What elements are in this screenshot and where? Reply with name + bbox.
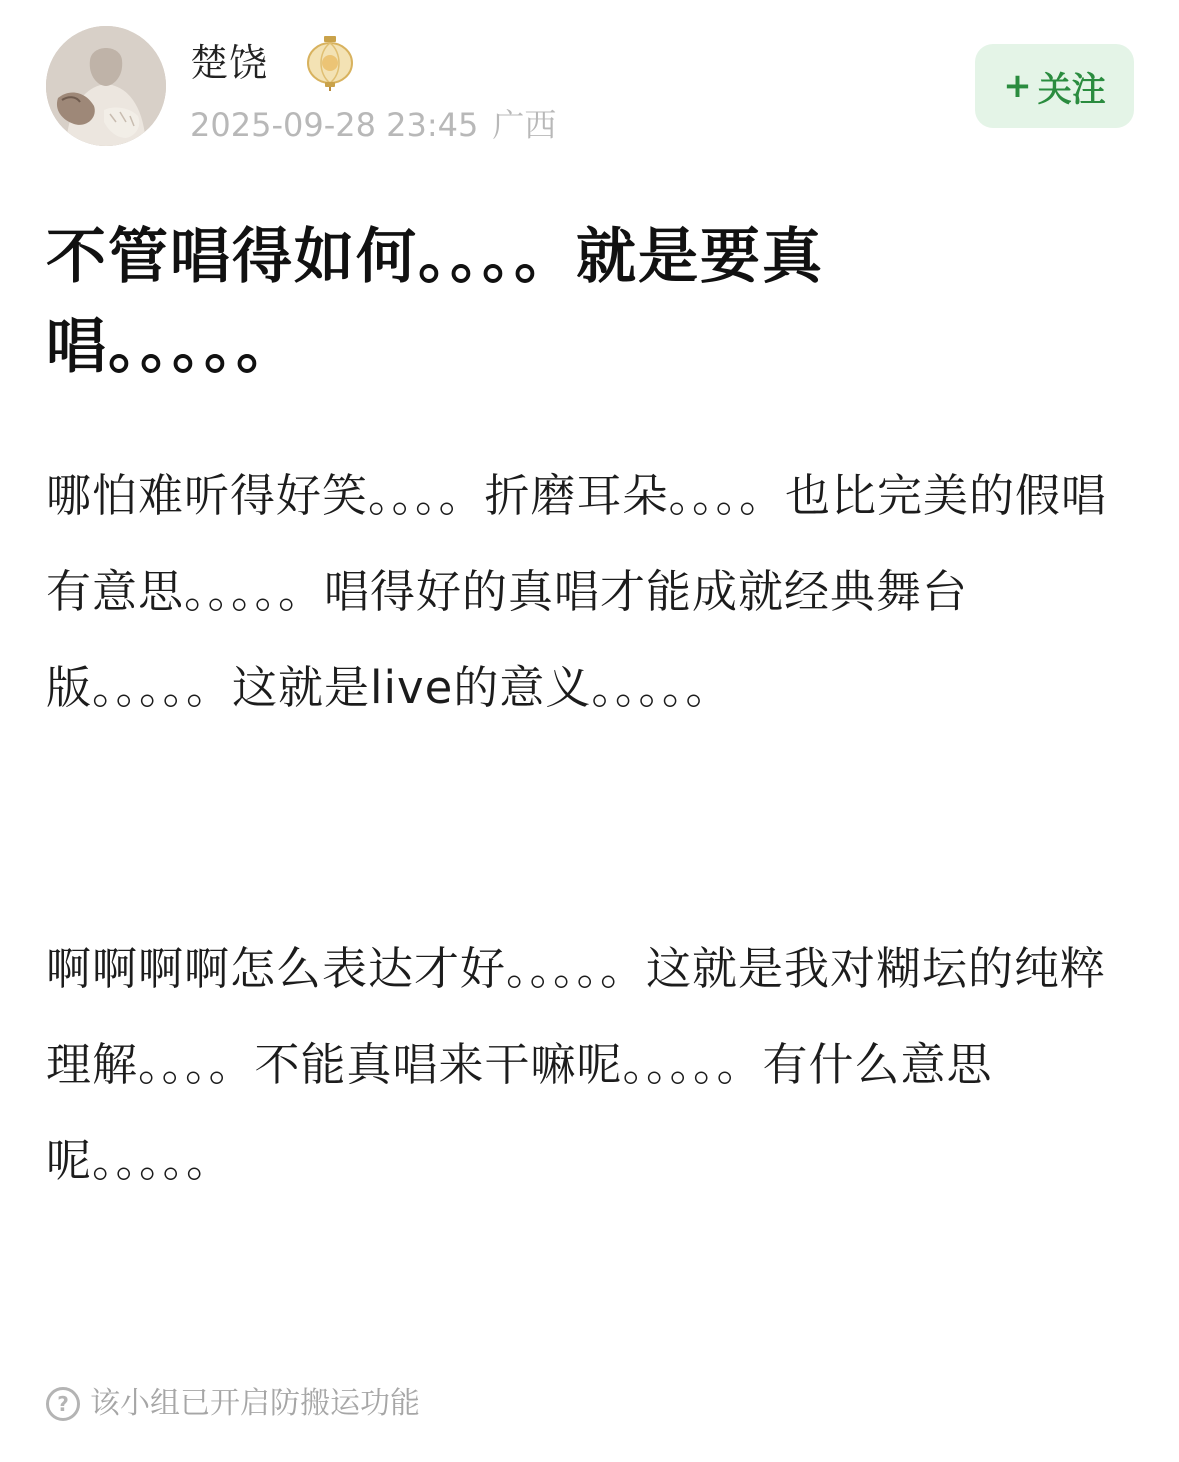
post-meta: [190, 104, 556, 146]
avatar-photo-icon: [46, 26, 166, 146]
anti-repost-notice: [46, 1384, 420, 1424]
notice-text: 该小组已开启防搬运功能: [90, 1386, 420, 1421]
follow-button[interactable]: [975, 44, 1134, 128]
author-name[interactable]: 楚饶: [190, 41, 269, 85]
post-title: 不管唱得如何。。。。就是要真唱。。。。。: [46, 222, 824, 382]
post-paragraph-2: 啊啊啊啊怎么表达才好。。。。。这就是我对糊坛的纯粹理解。。。。不能真唱来干嘛呢。。。。。有什么意思呢。。。。。: [46, 942, 1107, 1187]
author-avatar[interactable]: [46, 26, 166, 146]
post-body: [46, 448, 1136, 1209]
plus-icon: +: [1003, 66, 1032, 106]
follow-button-label: 关注: [1037, 69, 1106, 110]
post-paragraph-1: 哪怕难听得好笑。。。。折磨耳朵。。。。也比完美的假唱有意思。。。。。唱得好的真唱才能成就经典舞台版。。。。。这就是live的意义。。。。。: [46, 469, 1108, 714]
lantern-icon: [300, 32, 360, 92]
post-location: 广西: [492, 106, 557, 144]
question-circle-icon: ?: [46, 1387, 80, 1421]
post-timestamp: 2025-09-28 23:45: [190, 106, 479, 144]
